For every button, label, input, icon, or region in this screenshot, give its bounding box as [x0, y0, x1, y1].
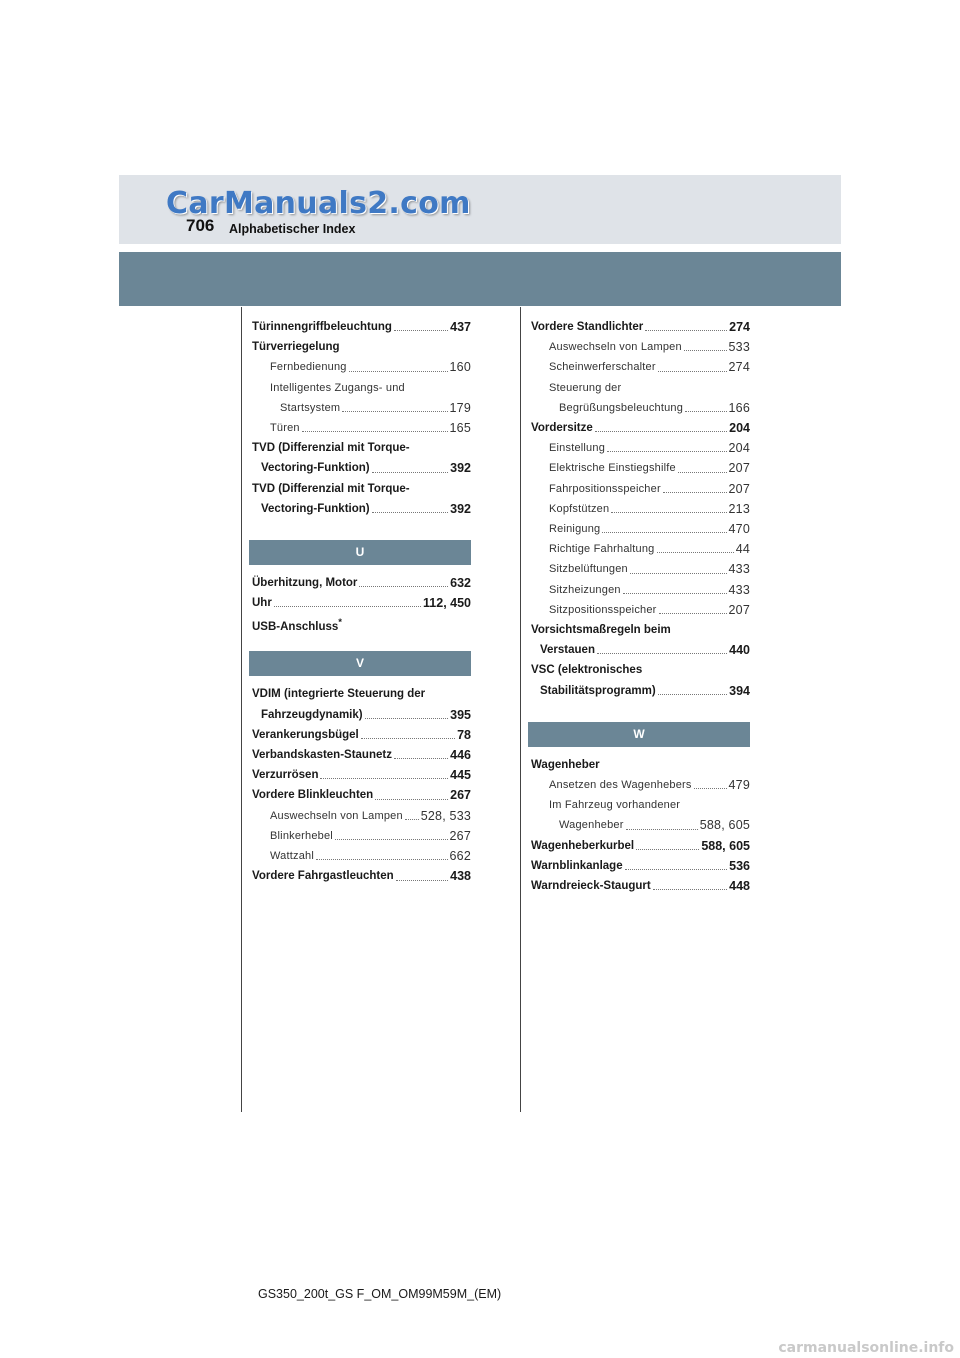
index-entry[interactable]: Warnblinkanlage 536 [531, 858, 750, 873]
index-entry: Türverriegelung [252, 341, 340, 354]
index-entry[interactable]: Türinnengriffbeleuchtung 437 [252, 320, 471, 334]
index-subentry[interactable]: Auswechseln von Lampen 533 [549, 340, 750, 355]
index-subentry: Im Fahrzeug vorhandener [549, 799, 681, 812]
index-entry[interactable]: Wagenheberkurbel 588, 605 [531, 838, 750, 853]
index-subentry[interactable]: Wagenheber 588, 605 [559, 818, 750, 833]
index-subentry[interactable]: Auswechseln von Lampen 528, 533 [270, 808, 471, 823]
index-subentry[interactable]: Sitzheizungen 433 [549, 582, 750, 597]
index-entry[interactable]: Verankerungsbügel 78 [252, 727, 471, 742]
index-subentry[interactable]: Einstellung 204 [549, 441, 750, 456]
index-entry[interactable]: Vordere Fahrgastleuchten 438 [252, 869, 471, 884]
index-entry[interactable]: Stabilitätsprogramm) 394 [540, 683, 750, 698]
right-column-rule [520, 307, 521, 1112]
index-entry[interactable]: Überhitzung, Motor 632 [252, 576, 471, 591]
footer-model-code: GS350_200t_GS F_OM_OM99M59M_(EM) [258, 1287, 502, 1301]
index-subentry[interactable]: Startsystem 179 [280, 400, 471, 415]
index-subentry[interactable]: Reinigung 470 [549, 522, 750, 537]
index-entry[interactable]: Uhr 112, 450 [252, 596, 471, 611]
index-entry[interactable]: USB-Anschluss* [252, 617, 343, 634]
watermark-logo[interactable]: CarManuals2.com [166, 186, 471, 221]
index-subentry[interactable]: Ansetzen des Wagenhebers 479 [549, 778, 750, 793]
index-entry[interactable]: Verbandskasten-Staunetz 446 [252, 748, 471, 763]
index-subentry: Intelligentes Zugangs- und [270, 381, 405, 394]
index-entry[interactable]: Vordersitze 204 [531, 421, 750, 436]
index-entry: TVD (Differenzial mit Torque- [252, 482, 410, 495]
index-subentry[interactable]: Fahrpositionsspeicher 207 [549, 481, 750, 496]
index-entry: Vorsichtsmaßregeln beim [531, 624, 671, 637]
index-entry[interactable]: Fahrzeugdynamik) 395 [261, 707, 471, 722]
index-subentry[interactable]: Begrüßungsbeleuchtung 166 [559, 400, 750, 415]
section-header-w: W [528, 722, 750, 747]
index-subentry[interactable]: Blinkerhebel 267 [270, 828, 471, 843]
index-subentry[interactable]: Elektrische Einstiegshilfe 207 [549, 461, 750, 476]
index-subentry[interactable]: Wattzahl 662 [270, 849, 471, 864]
index-entry: VSC (elektronisches [531, 664, 643, 677]
index-subentry[interactable]: Fernbedienung 160 [270, 360, 471, 375]
index-entry[interactable]: Vectoring-Funktion) 392 [261, 501, 471, 516]
index-entry: TVD (Differenzial mit Torque- [252, 442, 410, 455]
index-subentry: Steuerung der [549, 381, 622, 394]
index-subentry[interactable]: Scheinwerferschalter 274 [549, 360, 750, 375]
page-number: 706 [186, 216, 215, 235]
index-entry[interactable]: Warndreieck-Staugurt 448 [531, 879, 750, 894]
index-subentry[interactable]: Sitzpositionsspeicher 207 [549, 602, 750, 617]
page-title: Alphabetischer Index [229, 222, 356, 236]
index-entry: Wagenheber [531, 758, 600, 771]
section-header-u: U [249, 540, 471, 565]
section-header-v: V [249, 651, 471, 676]
index-column-left [252, 317, 471, 887]
index-entry[interactable]: Vordere Blinkleuchten 267 [252, 788, 471, 803]
index-entry: VDIM (integrierte Steuerung der [252, 688, 426, 701]
index-entry[interactable]: Vordere Standlichter 274 [531, 320, 750, 334]
left-column-rule [241, 307, 242, 1112]
index-entry[interactable]: Verzurrösen 445 [252, 768, 471, 783]
site-link[interactable]: carmanualsonline.info [778, 1340, 954, 1356]
header-accent-band [119, 252, 841, 306]
index-entry[interactable]: Vectoring-Funktion) 392 [261, 461, 471, 476]
index-subentry[interactable]: Kopfstützen 213 [549, 501, 750, 516]
index-subentry[interactable]: Richtige Fahrhaltung 44 [549, 542, 750, 557]
index-column-right [531, 317, 750, 896]
index-entry[interactable]: Verstauen 440 [540, 643, 750, 658]
footnote-asterisk: * [338, 617, 343, 629]
index-subentry[interactable]: Türen 165 [270, 421, 471, 436]
index-subentry[interactable]: Sitzbelüftungen 433 [549, 562, 750, 577]
